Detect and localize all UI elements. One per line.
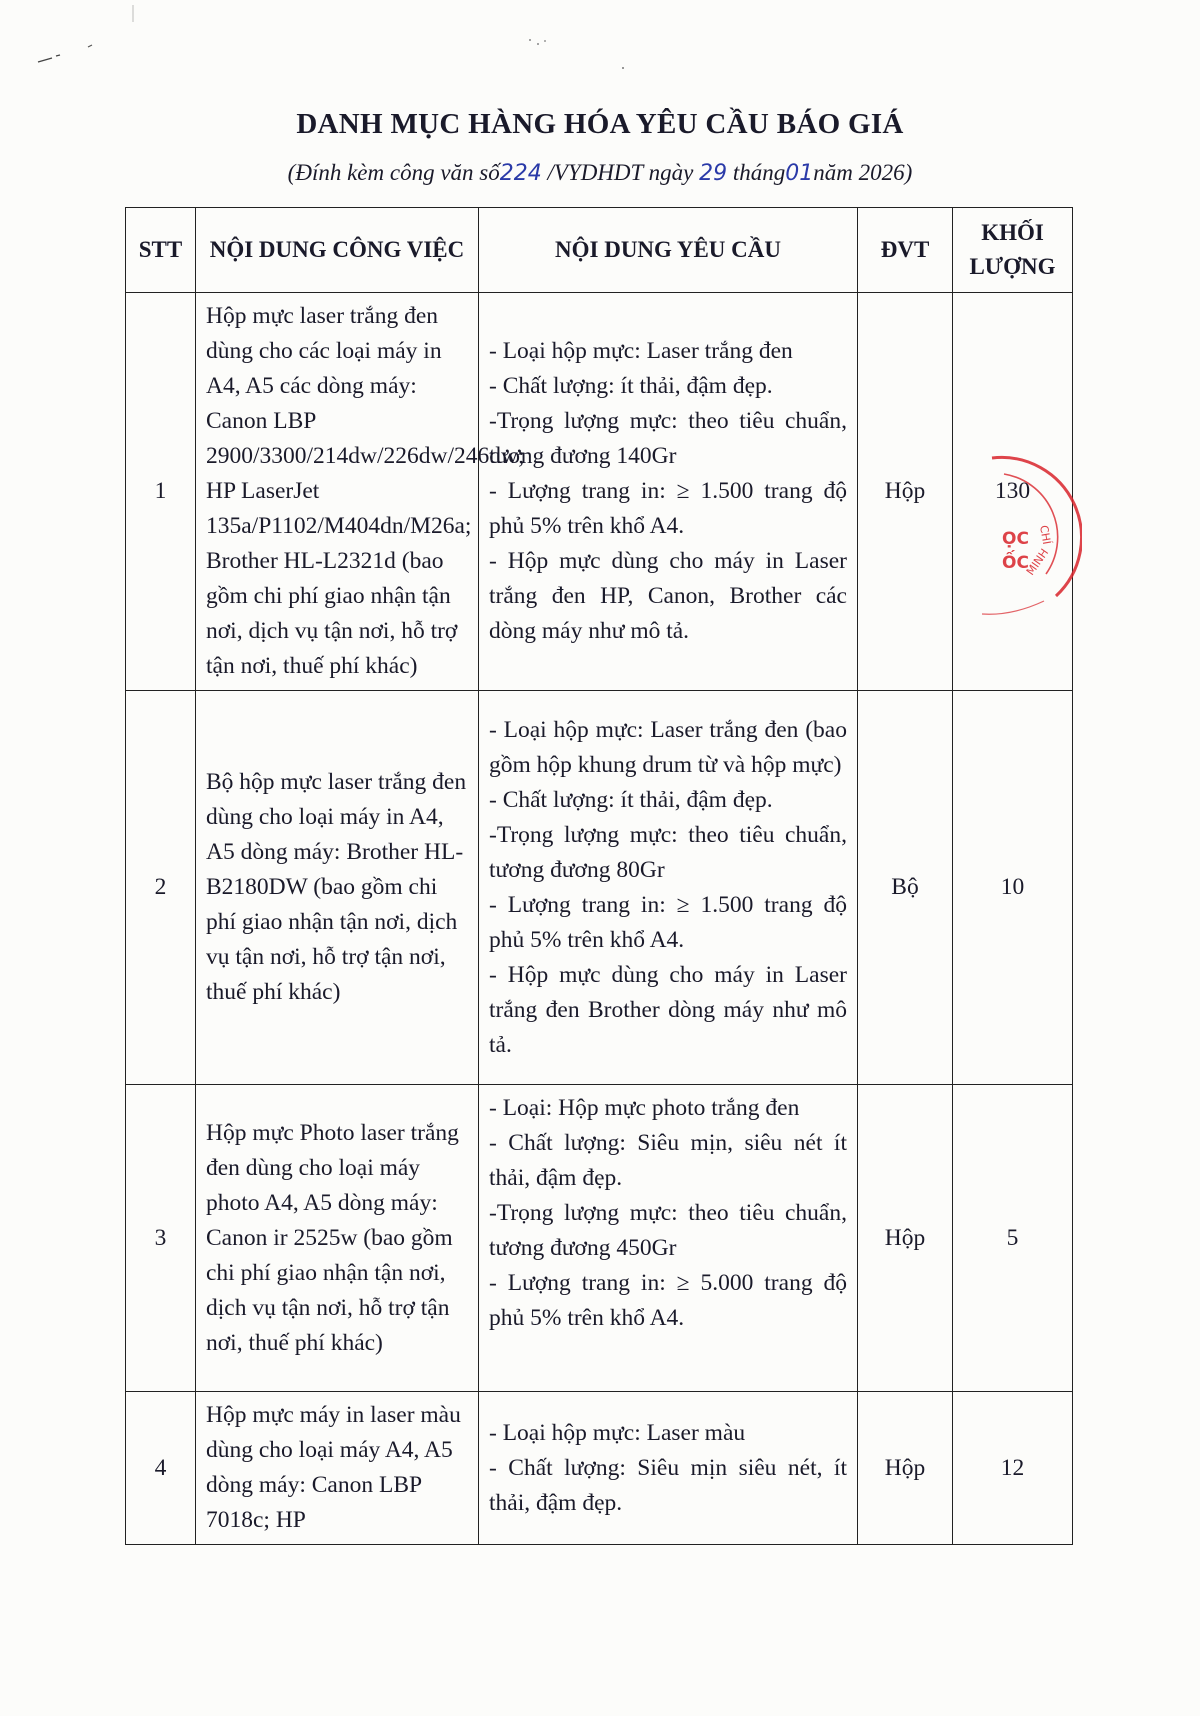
cell-qty: 10 bbox=[953, 691, 1073, 1085]
cell-req bbox=[479, 1085, 858, 1392]
cell-task: Hộp mực Photo laser trắng đen dùng cho loại máy photo A4, A5 dòng máy: Canon ir 2525w (bao gồm chi phí giao nhận tận nơi, dịch vụ tận nơi, hỗ trợ tận nơi, thuế phí khác) bbox=[196, 1085, 479, 1392]
subtitle-suffix: năm 2026) bbox=[813, 160, 913, 185]
cell-stt: 1 bbox=[126, 293, 196, 691]
page-title: DANH MỤC HÀNG HÓA YÊU CẦU BÁO GIÁ bbox=[296, 108, 904, 140]
req-line: - Lượng trang in: ≥ 1.500 trang độ phủ 5% trên khổ A4. bbox=[489, 891, 847, 953]
handwritten-month: 01 bbox=[785, 161, 814, 186]
req-line: -Trọng lượng mực: theo tiêu chuẩn, tương đương 450Gr bbox=[489, 1200, 847, 1261]
req-line: - Loại hộp mực: Laser trắng đen bbox=[489, 338, 793, 364]
req-line: - Loại: Hộp mực photo trắng đen bbox=[489, 1095, 800, 1121]
req-line: - Chất lượng: ít thải, đậm đẹp. bbox=[489, 786, 773, 813]
table-row bbox=[126, 1085, 1073, 1392]
cell-qty: 5 bbox=[953, 1085, 1073, 1392]
cell-qty: 12 bbox=[953, 1392, 1073, 1545]
cell-task: Hộp mực laser trắng đen dùng cho các loại máy in A4, A5 các dòng máy: Canon LBP 2900/3300/214dw/226dw/246dw; HP LaserJet 135a/P1102/M404dn/M26a; Brother HL-L2321d (bao gồm chi phí giao nhận tận nơi, dịch vụ tận nơi, hỗ trợ tận nơi, thuế phí khác) bbox=[196, 293, 479, 691]
scan-artifacts bbox=[0, 0, 1200, 80]
cell-task: Bộ hộp mực laser trắng đen dùng cho loại máy in A4, A5 dòng máy: Brother HL-B2180DW (bao gồm chi phí giao nhận tận nơi, dịch vụ tận nơi, hỗ trợ tận nơi, thuế phí khác) bbox=[196, 691, 479, 1085]
header-stt: STT bbox=[126, 208, 196, 293]
table-row bbox=[126, 691, 1073, 1085]
cell-stt: 4 bbox=[126, 1392, 196, 1545]
req-line: - Lượng trang in: ≥ 5.000 trang độ phủ 5% trên khổ A4. bbox=[489, 1270, 847, 1331]
header-task: NỘI DUNG CÔNG VIỆC bbox=[196, 208, 479, 293]
table-row bbox=[126, 293, 1073, 691]
page-subtitle bbox=[0, 160, 1200, 186]
cell-qty: 130 bbox=[953, 293, 1073, 691]
svg-text:ỌC: ỌC bbox=[1002, 529, 1029, 549]
table-row bbox=[126, 1392, 1073, 1545]
subtitle-mid-2: tháng bbox=[732, 160, 786, 185]
req-line: - Chất lượng: ít thải, đậm đẹp. bbox=[489, 373, 773, 399]
req-line: - Lượng trang in: ≥ 1.500 trang độ phủ 5% trên khổ A4. bbox=[489, 478, 847, 539]
header-qty: KHỐI LƯỢNG bbox=[953, 208, 1073, 293]
header-unit: ĐVT bbox=[858, 208, 953, 293]
subtitle-mid-1: /VYDHDT ngày bbox=[547, 160, 694, 185]
header-req: NỘI DUNG YÊU CẦU bbox=[479, 208, 858, 293]
cell-unit: Hộp bbox=[858, 1392, 953, 1545]
subtitle-prefix: (Đính kèm công văn số bbox=[287, 160, 500, 185]
req-line: -Trọng lượng mực: theo tiêu chuẩn, tương đương 80Gr bbox=[489, 821, 847, 883]
table-header-row bbox=[126, 208, 1073, 293]
req-line: - Chất lượng: Siêu mịn, siêu nét ít thải, đậm đẹp. bbox=[489, 1130, 847, 1191]
req-line: - Loại hộp mực: Laser trắng đen (bao gồm hộp khung drum từ và hộp mực) bbox=[489, 716, 847, 778]
svg-text:MINH: MINH bbox=[1023, 546, 1052, 578]
svg-text:CHÍ: CHÍ bbox=[1037, 524, 1054, 546]
cell-stt: 3 bbox=[126, 1085, 196, 1392]
cell-unit: Bộ bbox=[858, 691, 953, 1085]
req-line: - Hộp mực dùng cho máy in Laser trắng đen Brother dòng máy như mô tả. bbox=[489, 961, 847, 1058]
goods-table bbox=[125, 207, 1073, 1545]
cell-task: Hộp mực máy in laser màu dùng cho loại máy A4, A5 dòng máy: Canon LBP 7018c; HP bbox=[196, 1392, 479, 1545]
cell-req bbox=[479, 691, 858, 1085]
svg-text:ỐC: ỐC bbox=[1002, 553, 1029, 573]
cell-unit: Hộp bbox=[858, 1085, 953, 1392]
req-line: - Loại hộp mực: Laser màu bbox=[489, 1419, 746, 1446]
handwritten-day: 29 bbox=[699, 161, 728, 186]
handwritten-doc-number: 224 bbox=[499, 161, 542, 186]
cell-req bbox=[479, 1392, 858, 1545]
cell-unit: Hộp bbox=[858, 293, 953, 691]
req-line: - Chất lượng: Siêu mịn siêu nét, ít thải, đậm đẹp. bbox=[489, 1454, 847, 1516]
cell-req bbox=[479, 293, 858, 691]
cell-stt: 2 bbox=[126, 691, 196, 1085]
req-line: -Trọng lượng mực: theo tiêu chuẩn, tương đương 140Gr bbox=[489, 408, 847, 469]
req-line: - Hộp mực dùng cho máy in Laser trắng đen HP, Canon, Brother các dòng máy như mô tả. bbox=[489, 548, 847, 644]
